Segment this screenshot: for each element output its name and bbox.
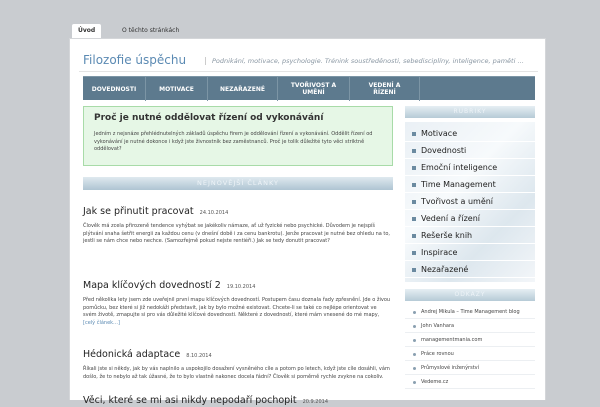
- post-item: [83, 273, 393, 327]
- post-item: [83, 342, 393, 381]
- tab-o-techto-strankach[interactable]: O těchto stránkách: [122, 27, 180, 34]
- tab-uvod[interactable]: Úvod: [72, 24, 101, 38]
- post-date: 19.10.2014: [226, 284, 256, 290]
- category-item[interactable]: Time Management: [405, 177, 535, 193]
- post-excerpt: Člověk má zcela přirozeně tendence vyhýbat se jakékoliv námaze, ať už fyzické nebo psychické. Důvodem je nejspíš plýtvání snaha šetřit energii za každou cenu (v dnešní době i za cenu bankrotu). Jenže pracovat je nutné bez ohledu na to, jestli se nám chce nebo nechce. (Samozřejmě pokud nejste rentiéři.) Jak se tedy donutit pracovat?: [83, 223, 391, 244]
- top-navigation: [0, 0, 600, 38]
- site-title[interactable]: Filozofie úspěchu: [83, 53, 187, 67]
- category-item[interactable]: Vedení a řízení: [405, 211, 535, 227]
- featured-title[interactable]: Proč je nutné oddělovat řízení od vykonávání: [94, 113, 324, 123]
- menu-item-vedeni[interactable]: VEDENÍ A ŘÍZENÍ: [350, 77, 420, 101]
- category-item[interactable]: Inspirace: [405, 245, 535, 261]
- post-date: 8.10.2014: [186, 353, 212, 359]
- featured-text: Jedním z nejsnáze přehlédnutelných základů úspěchu firem je oddělování řízení a vykonávání. Oddělit řízení od vykonávání je nutné dokonce i když jste živnostník bez zaměstnanců. Proč je tolik důležité tyto věci striktně oddělovat?: [94, 131, 373, 152]
- main-content: [83, 106, 395, 406]
- link-item[interactable]: managementmania.com: [405, 334, 535, 347]
- post-title[interactable]: Věci, které se mi asi nikdy nepodaří pochopit: [83, 395, 297, 406]
- category-item[interactable]: Nezařazené: [405, 262, 535, 278]
- post-item: [83, 199, 393, 246]
- category-item[interactable]: Rešerše knih: [405, 228, 535, 244]
- link-item[interactable]: John Vanhara: [405, 320, 535, 333]
- menu-item-dovednosti[interactable]: DOVEDNOSTI: [83, 77, 146, 101]
- link-item[interactable]: Vedeme.cz: [405, 376, 535, 389]
- post-title[interactable]: Hédonická adaptace: [83, 349, 181, 360]
- post-title[interactable]: Mapa klíčových dovedností 2: [83, 280, 221, 291]
- post-item: [83, 388, 393, 407]
- category-list: [405, 122, 535, 282]
- site-header: [79, 50, 538, 72]
- main-menu: [83, 76, 535, 100]
- category-item[interactable]: Dovednosti: [405, 143, 535, 159]
- category-item[interactable]: Emoční inteligence: [405, 160, 535, 176]
- menu-item-nezarazene[interactable]: NEZAŘAZENÉ: [208, 77, 278, 101]
- menu-item-motivace[interactable]: MOTIVACE: [146, 77, 208, 101]
- page-frame: [69, 38, 546, 406]
- post-excerpt: [83, 297, 391, 327]
- post-date: 24.10.2014: [199, 210, 229, 216]
- post-excerpt: Říkali jste si někdy, jak by vás naplnilo a uspokojilo dosažení vysněného cíle a potom po letech, když jste cíle dosáhli, vám došlo, že to nebylo až tak úžasné, že to bylo vlastně nakonec docela fádní? Člověk si poměrně rychle zvykne na cokoliv.: [83, 366, 390, 380]
- post-date: 20.9.2014: [302, 399, 329, 405]
- link-item[interactable]: Průmyslové inženýrství: [405, 362, 535, 375]
- featured-post: [83, 106, 393, 166]
- menu-item-tvorivost[interactable]: TVOŘIVOST A UMĚNÍ: [278, 77, 350, 101]
- post-title[interactable]: Jak se přinutit pracovat: [83, 206, 194, 217]
- site-description: Podnikání, motivace, psychologie. Trénink soustředěnosti, sebedisciplíny, inteligence, paměti …: [205, 57, 538, 65]
- post-excerpt-text: Před několika lety jsem zde uveřejnil první mapu klíčových dovedností. Postupem času doznala řady zpřesnění. Jde o živou pomůcku, bez které si již nedokáži představit, jak by bylo možné existovat. Chcete-li se také co nejlépe orientovat ve svém životě, zmapujte si pro vás důležité klíčové dovednosti. Některé z dovedností, které mám vnesené do mé mapy,: [83, 297, 391, 318]
- latest-articles-heading: NEJNOVĚJŠÍ ČLÁNKY: [83, 177, 393, 190]
- link-item[interactable]: Práce rovnou: [405, 348, 535, 361]
- category-item[interactable]: Tvořivost a umění: [405, 194, 535, 210]
- category-item[interactable]: Motivace: [405, 126, 535, 142]
- sidebar: [405, 106, 535, 401]
- categories-heading: RUBRIKY: [405, 106, 535, 118]
- read-more-link[interactable]: [celý článek…]: [83, 319, 121, 326]
- link-item[interactable]: Andrej Mikula – Time Management blog: [405, 306, 535, 319]
- links-heading: ODKAZY: [405, 289, 535, 301]
